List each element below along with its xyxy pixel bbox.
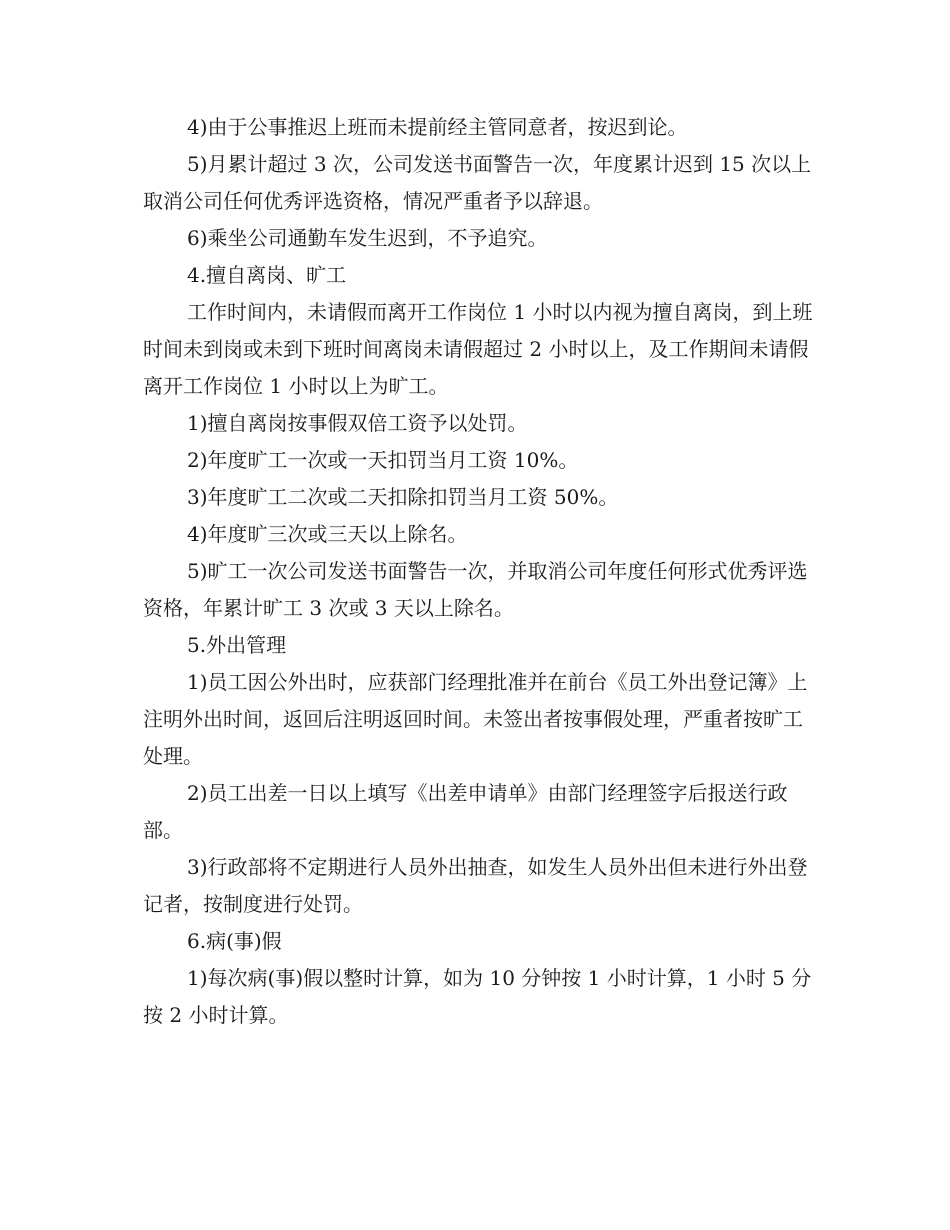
late-rule-4: 4)由于公事推迟上班而未提前经主管同意者，按迟到论。 bbox=[187, 115, 688, 139]
section-4-heading: 4.擅自离岗、旷工 bbox=[187, 263, 347, 287]
late-rule-5: 5)月累计超过 3 次，公司发送书面警告一次，年度累计迟到 15 次以上取消公司任何优秀评选资格，情况严重者予以辞退。 bbox=[143, 152, 812, 213]
section-4-intro: 工作时间内，未请假而离开工作岗位 1 小时以内视为擅自离岗，到上班时间未到岗或未到下班时间离岗未请假超过 2 小时以上，及工作期间未请假离开工作岗位 1 小时以上为旷工。 bbox=[143, 300, 813, 398]
absence-rule-3: 3)年度旷工二次或二天扣除扣罚当月工资 50%。 bbox=[187, 485, 619, 509]
section-5-heading: 5.外出管理 bbox=[187, 633, 287, 657]
section-6-heading: 6.病(事)假 bbox=[187, 929, 282, 953]
absence-rule-5: 5)旷工一次公司发送书面警告一次，并取消公司年度任何形式优秀评选资格，年累计旷工 3 次或 3 天以上除名。 bbox=[143, 559, 808, 620]
absence-rule-4: 4)年度旷三次或三天以上除名。 bbox=[187, 522, 468, 546]
document-page bbox=[143, 109, 815, 1034]
absence-rule-1: 1)擅自离岗按事假双倍工资予以处罚。 bbox=[187, 411, 528, 435]
late-rule-6: 6)乘坐公司通勤车发生迟到，不予追究。 bbox=[187, 226, 548, 250]
outing-rule-3: 3)行政部将不定期进行人员外出抽查，如发生人员外出但未进行外出登记者，按制度进行处罚。 bbox=[143, 855, 808, 916]
outing-rule-1: 1)员工因公外出时，应获部门经理批准并在前台《员工外出登记簿》上注明外出时间，返回后注明返回时间。未签出者按事假处理，严重者按旷工处理。 bbox=[143, 670, 808, 768]
outing-rule-2: 2)员工出差一日以上填写《出差申请单》由部门经理签字后报送行政部。 bbox=[143, 781, 788, 842]
leave-rule-1: 1)每次病(事)假以整时计算，如为 10 分钟按 1 小时计算，1 小时 5 分按 2 小时计算。 bbox=[143, 966, 812, 1027]
absence-rule-2: 2)年度旷工一次或一天扣罚当月工资 10%。 bbox=[187, 448, 579, 472]
